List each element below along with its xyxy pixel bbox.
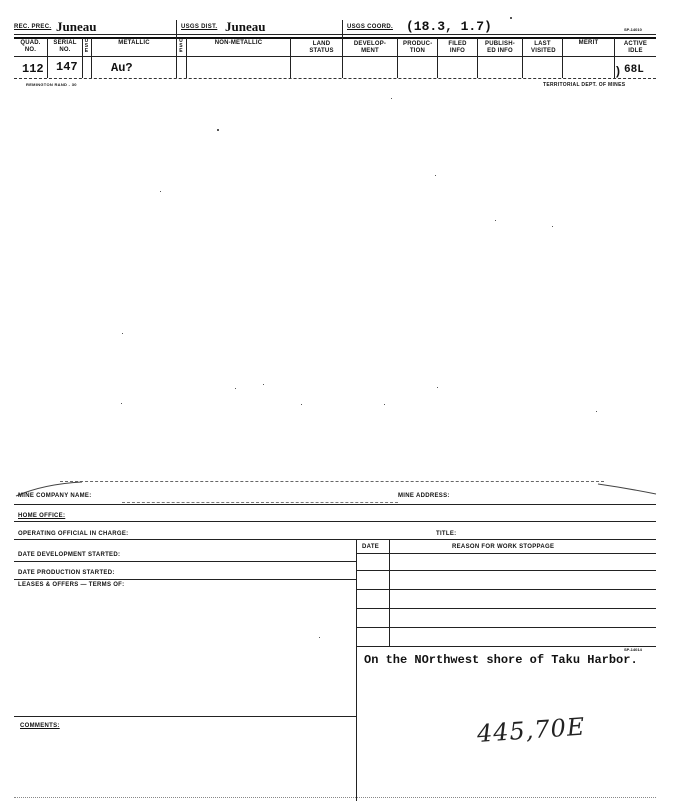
col-production: PRODUC-TION	[403, 41, 433, 54]
title-label: TITLE:	[436, 531, 457, 537]
col-development: DEVELOP-MENT	[353, 41, 387, 54]
usgs-dist-label: USGS DIST.	[181, 24, 218, 30]
right-column-divider	[356, 539, 357, 801]
col-quad-no: QUAD. NO.	[20, 40, 41, 53]
col-use-nonmetallic: U S E	[179, 38, 183, 54]
leases-label: LEASES & OFFERS — TERMS OF:	[18, 582, 125, 588]
home-office-label: HOME OFFICE:	[18, 513, 66, 519]
operating-official-label: OPERATING OFFICIAL IN CHARGE:	[18, 531, 129, 537]
record-metallic: Au?	[111, 61, 133, 75]
bottom-edge	[14, 797, 656, 798]
header-rule-thick	[14, 37, 656, 39]
mine-company-name-label: MINE COMPANY NAME:	[18, 493, 92, 499]
record-quad-no: 112	[22, 62, 44, 76]
col-land-status: LAND STATUS	[309, 41, 334, 54]
col-metallic: METALLIC	[118, 40, 150, 46]
col-serial-no: SERIAL NO.	[53, 40, 77, 53]
record-bottom-rule	[14, 78, 656, 79]
mine-address-label: MINE ADDRESS:	[398, 493, 450, 499]
printer-mark: REMINGTON RAND - 30	[26, 82, 77, 87]
comments-label: COMMENTS:	[20, 723, 60, 729]
usgs-dist-value: Juneau	[225, 19, 266, 34]
date-header: DATE	[362, 544, 380, 550]
usgs-coord-label: USGS COORD.	[347, 24, 393, 30]
form-top-curve-right	[596, 478, 658, 500]
col-use-metallic: U S E	[84, 38, 89, 54]
form-number-bottom: SP-14014	[624, 647, 642, 652]
form-number-top: SP-14010	[624, 27, 642, 32]
date-development-label: DATE DEVELOPMENT STARTED:	[18, 552, 121, 558]
col-merit: MERIT	[578, 40, 599, 46]
location-note: On the NOrthwest shore of Taku Harbor.	[364, 653, 638, 667]
col-nonmetallic: NON-METALLIC	[214, 40, 263, 46]
handwritten-note: 445,70E	[476, 712, 587, 748]
active-idle-mark: )	[616, 64, 620, 78]
rec-prec-label: REC. PREC.	[14, 24, 52, 30]
territorial-dept: TERRITORIAL DEPT. OF MINES	[543, 82, 626, 88]
header-rule	[14, 34, 656, 35]
rec-prec-value: Juneau	[56, 19, 97, 34]
col-last-visited: LAST VISITED	[531, 41, 556, 54]
col-active-idle: ACTIVE IDLE	[623, 41, 648, 54]
record-serial-no: 147	[56, 60, 78, 74]
date-production-label: DATE PRODUCTION STARTED:	[18, 570, 115, 576]
reason-header: REASON FOR WORK STOPPAGE	[452, 544, 555, 550]
record-active-idle: 68L	[624, 64, 644, 76]
col-published-info: PUBLISH-ED INFO	[485, 41, 515, 54]
usgs-coord-value: (18.3, 1.7)	[406, 19, 492, 34]
column-header-rule	[14, 56, 656, 57]
col-filed-info: FILED INFO	[448, 41, 467, 54]
